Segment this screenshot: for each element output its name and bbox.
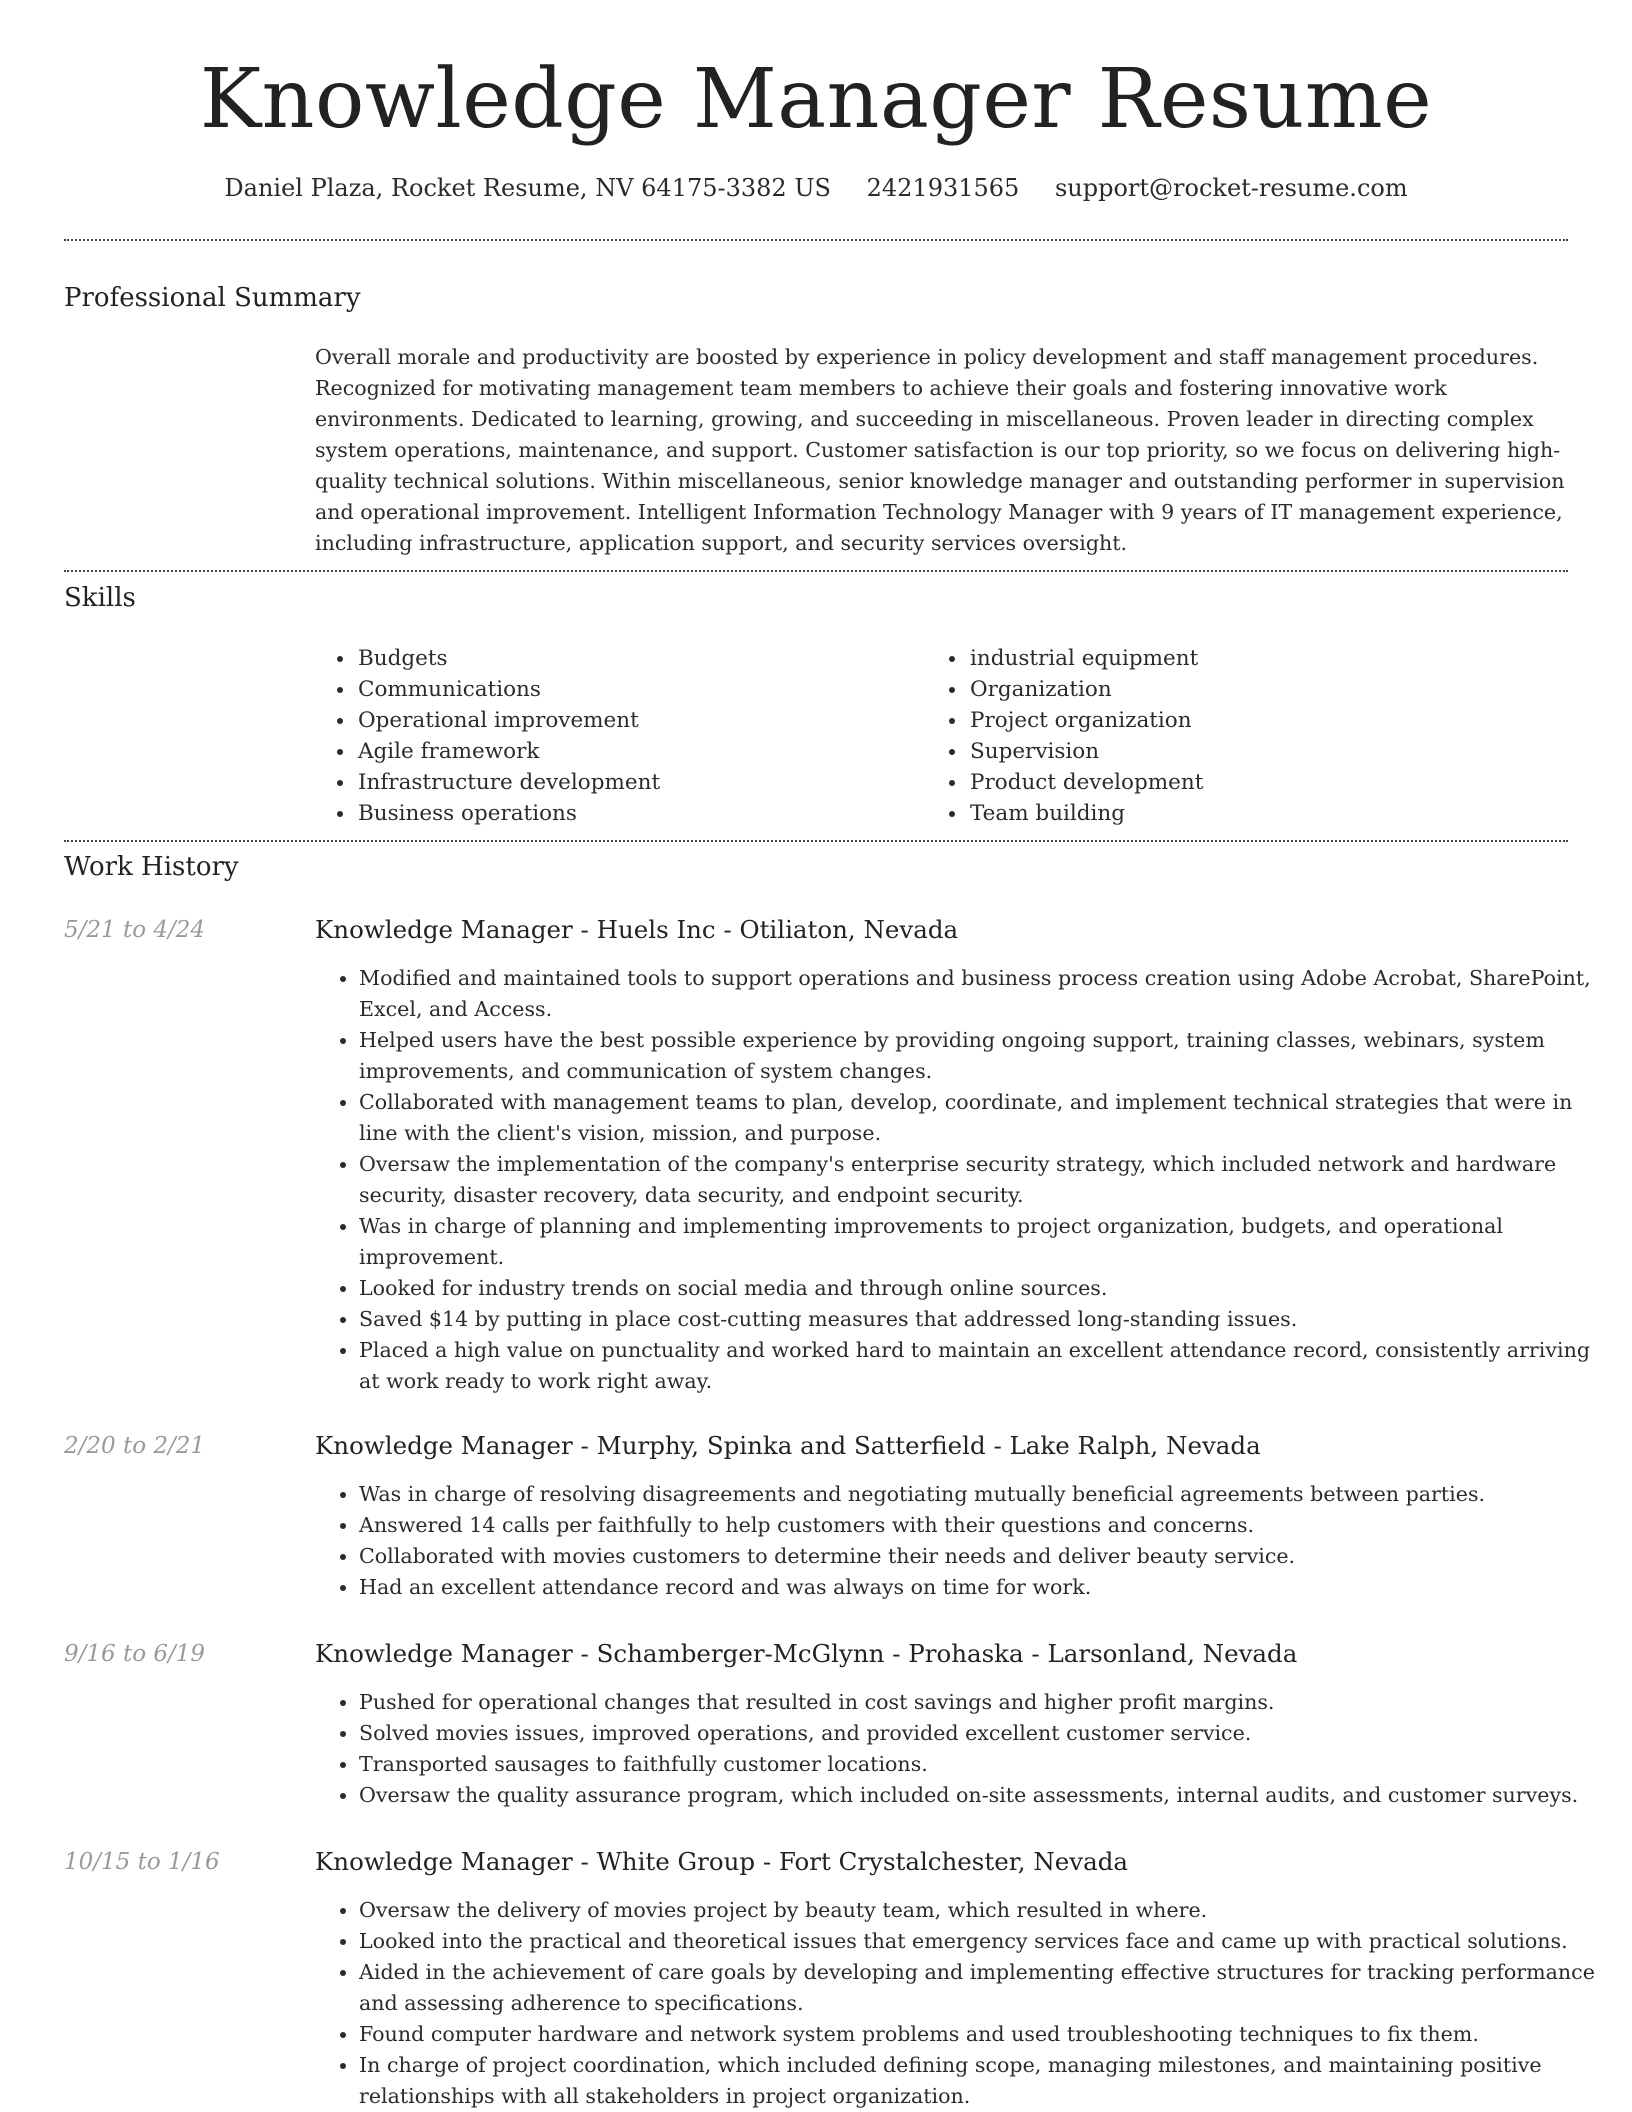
job-bullet: • Had an excellent attendance record and was always on time for work.: [359, 1572, 1609, 1603]
divider: [64, 570, 1568, 572]
section-title-work: Work History: [64, 852, 239, 882]
job-bullet: • Placed a high value on punctuality and worked hard to maintain an excellent attendance record, consistently arriving at work ready to work right away.: [359, 1335, 1609, 1397]
job-title: Knowledge Manager - White Group - Fort Crystalchester, Nevada: [315, 1847, 1128, 1876]
job-bullet-list: [315, 1687, 1609, 1811]
job-bullet: • Was in charge of planning and implementing improvements to project organization, budgets, and operational improvement.: [359, 1211, 1609, 1273]
skill-item: • Budgets: [356, 643, 660, 674]
job-bullet: • Saved $14 by putting in place cost-cutting measures that addressed long-standing issues.: [359, 1304, 1609, 1335]
job-bullet: • Collaborated with movies customers to determine their needs and deliver beauty service.: [359, 1541, 1609, 1572]
contact-phone: 2421931565: [866, 174, 1020, 202]
job-bullet: • Modified and maintained tools to support operations and business process creation using Adobe Acrobat, SharePoint, Excel, and Access.: [359, 963, 1609, 1025]
contact-email: support@rocket-resume.com: [1054, 174, 1408, 202]
job-bullet: • In charge of project coordination, which included defining scope, managing milestones, and maintaining positive relationships with all stakeholders in project organization.: [359, 2050, 1609, 2112]
job-bullet: • Helped users have the best possible experience by providing ongoing support, training classes, webinars, system improvements, and communication of system changes.: [359, 1025, 1609, 1087]
skill-item: • Communications: [356, 674, 660, 705]
job-bullet-list: [315, 1895, 1609, 2112]
section-title-summary: Professional Summary: [64, 283, 361, 313]
job-dates: 10/15 to 1/16: [64, 1849, 220, 1875]
summary-text: Overall morale and productivity are boosted by experience in policy development and staff management procedures. Recognized for motivating management team members to achieve their goals and fostering innovative work environments. Dedicated to learning, growing, and succeeding in miscellaneous. Proven leader in directing complex system operations, maintenance, and support. Customer satisfaction is our top priority, so we focus on delivering high-quality technical solutions. Within miscellaneous, senior knowledge manager and outstanding performer in supervision and operational improvement. Intelligent Information Technology Manager with 9 years of IT management experience, including infrastructure, application support, and security services oversight.: [315, 345, 1565, 555]
job-title: Knowledge Manager - Huels Inc - Otiliaton, Nevada: [315, 915, 959, 944]
skill-item: • Project organization: [968, 705, 1203, 736]
job-bullet: • Oversaw the quality assurance program, which included on-site assessments, internal audits, and customer surveys.: [359, 1780, 1609, 1811]
job-bullet: • Answered 14 calls per faithfully to help customers with their questions and concerns.: [359, 1510, 1609, 1541]
job-bullet: • Oversaw the implementation of the company's enterprise security strategy, which included network and hardware security, disaster recovery, data security, and endpoint security.: [359, 1149, 1609, 1211]
divider: [64, 840, 1568, 842]
skill-item: • Team building: [968, 798, 1203, 829]
job-bullet: • Collaborated with management teams to plan, develop, coordinate, and implement technical strategies that were in line with the client's vision, mission, and purpose.: [359, 1087, 1609, 1149]
job-title: Knowledge Manager - Murphy, Spinka and Satterfield - Lake Ralph, Nevada: [315, 1431, 1261, 1460]
skill-item: • Operational improvement: [356, 705, 660, 736]
job-bullet: • Solved movies issues, improved operations, and provided excellent customer service.: [359, 1718, 1609, 1749]
job-bullet: • Found computer hardware and network system problems and used troubleshooting techniques to fix them.: [359, 2019, 1609, 2050]
skills-list-left: [328, 643, 660, 829]
job-bullet-list: [315, 963, 1609, 1397]
skill-item: • Agile framework: [356, 736, 660, 767]
skill-item: • Organization: [968, 674, 1203, 705]
contact-address: Daniel Plaza, Rocket Resume, NV 64175-3382 US: [224, 174, 831, 202]
job-bullet: • Transported sausages to faithfully customer locations.: [359, 1749, 1609, 1780]
divider: [64, 239, 1568, 241]
job-bullet: • Was in charge of resolving disagreements and negotiating mutually beneficial agreements between parties.: [359, 1479, 1609, 1510]
skill-item: • Supervision: [968, 736, 1203, 767]
job-bullet: • Oversaw the delivery of movies project by beauty team, which resulted in where.: [359, 1895, 1609, 1926]
job-dates: 9/16 to 6/19: [64, 1641, 206, 1667]
job-bullet: • Aided in the achievement of care goals by developing and implementing effective structures for tracking performance and assessing adherence to specifications.: [359, 1957, 1609, 2019]
job-title: Knowledge Manager - Schamberger-McGlynn - Prohaska - Larsonland, Nevada: [315, 1639, 1298, 1668]
job-bullet: • Looked for industry trends on social media and through online sources.: [359, 1273, 1609, 1304]
resume-title: Knowledge Manager Resume: [199, 52, 1433, 147]
job-bullet: • Looked into the practical and theoretical issues that emergency services face and came up with practical solutions.: [359, 1926, 1609, 1957]
section-title-skills: Skills: [64, 583, 136, 613]
job-bullet-list: [315, 1479, 1609, 1603]
job-dates: 5/21 to 4/24: [64, 917, 206, 943]
skill-item: • Infrastructure development: [356, 767, 660, 798]
skill-item: • Product development: [968, 767, 1203, 798]
skills-list-right: [940, 643, 1203, 829]
skill-item: • industrial equipment: [968, 643, 1203, 674]
job-bullet: • Pushed for operational changes that resulted in cost savings and higher profit margins.: [359, 1687, 1609, 1718]
skill-item: • Business operations: [356, 798, 660, 829]
contact-line: [0, 172, 1632, 204]
job-dates: 2/20 to 2/21: [64, 1433, 206, 1459]
